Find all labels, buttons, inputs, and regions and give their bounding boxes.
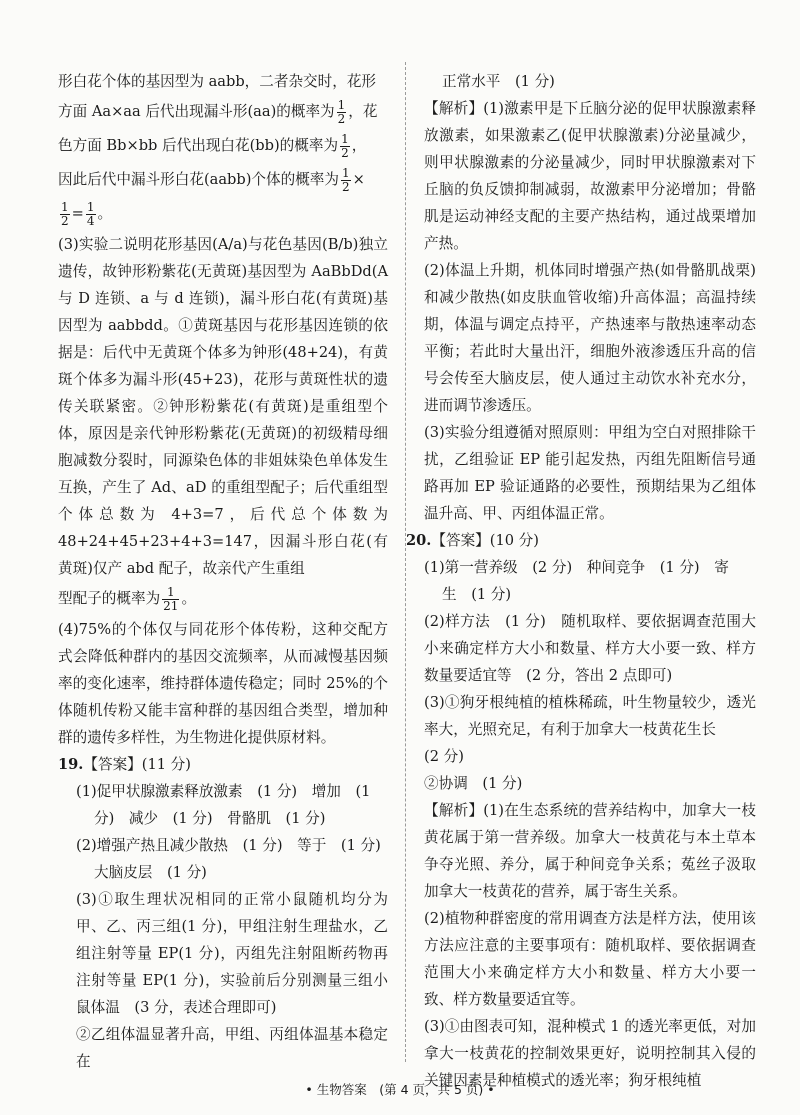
fraction bbox=[86, 201, 96, 228]
paragraph-3: (3)实验二说明花形基因(A/a)与花色基因(B/b)独立遗传，故钟形粉紫花(无黄斑)基因型为 AaBbDd(A 与 D 连锁、a 与 d 连锁)，漏斗形白花(有黄斑)基因型为 aabbdd。①黄斑基因与花形基因连锁的依据是：后代中无黄斑个体多为钟形(48+24)，有黄斑个体多为漏斗形(45+23)，花形与黄斑性状的遗传关联紧密。②钟形粉紫花(有黄斑)是重组型个体，原因是亲代钟形粉紫花(无黄斑)的初级精母细胞减数分裂时，同源染色体的非姐妹染色单体发生互换，产生了 Ad、aD 的重组型配子；后代重组型个体总数为 4+3=7，后代总个体数为 48+24+45+23+4+3=147，因漏斗形白花(有黄斑)仅产 abd 配子，故亲代产生重组 bbox=[58, 236, 388, 577]
text-line bbox=[58, 129, 388, 163]
text-line: 正常水平 (1 分) bbox=[442, 73, 555, 90]
text-span: ， bbox=[351, 137, 367, 154]
numerator: 1 bbox=[86, 199, 95, 214]
text-line bbox=[58, 197, 388, 231]
analysis-20-1: 【解析】(1)在生态系统的营养结构中，加拿大一枝黄花属于第一营养级。加拿大一枝黄花与本土草本争夺光照、养分，属于种间竞争关系；菟丝子汲取加拿大一枝黄花的营养，属于寄生关系。 bbox=[424, 802, 756, 900]
numerator: 1 bbox=[61, 199, 69, 214]
fraction bbox=[60, 201, 70, 228]
text-block: (3)①取生理状况相同的正常小鼠随机均分为甲、乙、丙三组(1 分)，甲组注射生理盐水，乙组注射等量 EP(1 分)，丙组先注射阻断药物再注射等量 EP(1 分)，实验前后分别测量三组小鼠体温 (3 分，表述合理即可) bbox=[76, 891, 388, 1016]
text-line: (2 分) bbox=[424, 748, 464, 765]
answer-label: 【答案】(11 分) bbox=[83, 756, 191, 773]
text-line: 分) 减少 (1 分) 骨骼肌 (1 分) bbox=[94, 810, 326, 827]
answer-label: 【答案】(10 分) bbox=[431, 532, 539, 549]
question-19-header bbox=[58, 751, 388, 778]
analysis-20-3: (3)①由图表可知，混种模式 1 的透光率更低，对加拿大一枝黄花的控制效果更好，说明控制其入侵的关键因素是种植模式的透光率；狗牙根纯植 bbox=[424, 1018, 756, 1089]
text-block: (3)①狗牙根纯植的植株稀疏，叶生物量较少，透光率大，光照充足，有利于加拿大一枝黄花生长 bbox=[424, 694, 756, 738]
text-span: = bbox=[71, 205, 84, 222]
left-column bbox=[58, 68, 388, 1075]
analysis-3: (3)实验分组遵循对照原则：甲组为空白对照排除干扰，乙组验证 EP 能引起发热，丙组先阻断信号通路再加 EP 验证通路的必要性，预期结果为乙组体温升高、甲、丙组体温正常。 bbox=[424, 424, 756, 522]
fraction bbox=[337, 99, 347, 126]
text-span: 。 bbox=[97, 205, 113, 222]
text-line: 生 (1 分) bbox=[442, 586, 512, 603]
question-20-header bbox=[406, 527, 756, 554]
denominator: 2 bbox=[61, 213, 69, 228]
numerator: 1 bbox=[341, 165, 350, 180]
text-line: 形白花个体的基因型为 aabb，二者杂交时，花形 bbox=[58, 73, 377, 90]
question-number: 20. bbox=[406, 532, 432, 549]
text-line: (2)增强产热且减少散热 (1 分) 等于 (1 分) bbox=[76, 837, 381, 854]
analysis-2: (2)体温上升期，机体同时增强产热(如骨骼肌战栗)和减少散热(如皮肤血管收缩)升高体温；高温持续期，体温与调定点持平，产热速率与散热速率动态平衡；若此时大量出汗，细胞外液渗透压升高的信号会传至大脑皮层，使人通过主动饮水补充水分，进而调节渗透压。 bbox=[424, 262, 756, 414]
text-block: (2)样方法 (1 分) 随机取样、要依据调查范围大小来确定样方大小和数量、样方大小要一致、样方数量要适宜等 (2 分，答出 2 点即可) bbox=[424, 613, 756, 684]
text-line: 大脑皮层 (1 分) bbox=[94, 864, 207, 881]
fraction bbox=[162, 586, 179, 613]
text-span: 。 bbox=[181, 590, 197, 607]
paragraph-4: (4)75%的个体仅与同花形个体传粉，这种交配方式会降低种群内的基因交流频率，从而减慢基因频率的变化速率，维持群体遗传稳定；同时 25%的个体随机传粉又能丰富种群的基因组合类型，增加种群的遗传多样性，为生物进化提供原材料。 bbox=[58, 621, 388, 746]
text-line: ②协调 (1 分) bbox=[424, 775, 523, 792]
text-span: ，花 bbox=[348, 103, 378, 120]
numerator: 1 bbox=[341, 131, 349, 146]
analysis-20-2: (2)植物种群密度的常用调查方法是样方法，使用该方法应注意的主要事项有：随机取样、要依据调查范围大小来确定样方大小和数量、样方大小要一致、样方数量要适宜等。 bbox=[424, 910, 756, 1008]
text-line bbox=[58, 95, 388, 129]
fraction bbox=[341, 167, 351, 194]
text-line: ②乙组体温显著升高，甲组、丙组体温基本稳定在 bbox=[76, 1026, 388, 1070]
fraction bbox=[340, 133, 350, 160]
denominator: 2 bbox=[341, 179, 350, 194]
denominator: 2 bbox=[337, 111, 346, 126]
text-span: 色方面 Bb×bb 后代出现白花(bb)的概率为 bbox=[58, 137, 339, 154]
analysis-1: 【解析】(1)激素甲是下丘脑分泌的促甲状腺激素释放激素，如果激素乙(促甲状腺激素)分泌量减少，则甲状腺激素的分泌量减少，同时甲状腺激素对下丘脑的负反馈抑制减弱，故激素甲分泌增加；骨骼肌是运动神经支配的主要产热结构，通过战栗增加产热。 bbox=[424, 100, 756, 252]
page-footer: • 生物答案 (第 4 页，共 5 页) • bbox=[305, 1082, 495, 1097]
text-span: × bbox=[352, 171, 365, 188]
text-span: 因此后代中漏斗形白花(aabb)个体的概率为 bbox=[58, 171, 339, 188]
numerator: 1 bbox=[162, 586, 179, 600]
text-span: 方面 Aa×aa 后代出现漏斗形(aa)的概率为 bbox=[58, 103, 335, 120]
text-line: (1)第一营养级 (2 分) 种间竞争 (1 分) 寄 bbox=[424, 559, 729, 576]
denominator: 2 bbox=[341, 145, 349, 160]
text-line bbox=[58, 582, 388, 616]
right-column bbox=[406, 68, 756, 1094]
text-span: 型配子的概率为 bbox=[58, 590, 161, 607]
numerator: 1 bbox=[337, 97, 346, 112]
text-line bbox=[58, 163, 388, 197]
denominator: 21 bbox=[163, 598, 179, 613]
denominator: 4 bbox=[86, 213, 95, 228]
question-19-answers bbox=[58, 778, 388, 1075]
question-number: 19. bbox=[58, 756, 84, 773]
text-line: (1)促甲状腺激素释放激素 (1 分) 增加 (1 bbox=[76, 783, 371, 800]
column-divider bbox=[405, 62, 406, 1062]
